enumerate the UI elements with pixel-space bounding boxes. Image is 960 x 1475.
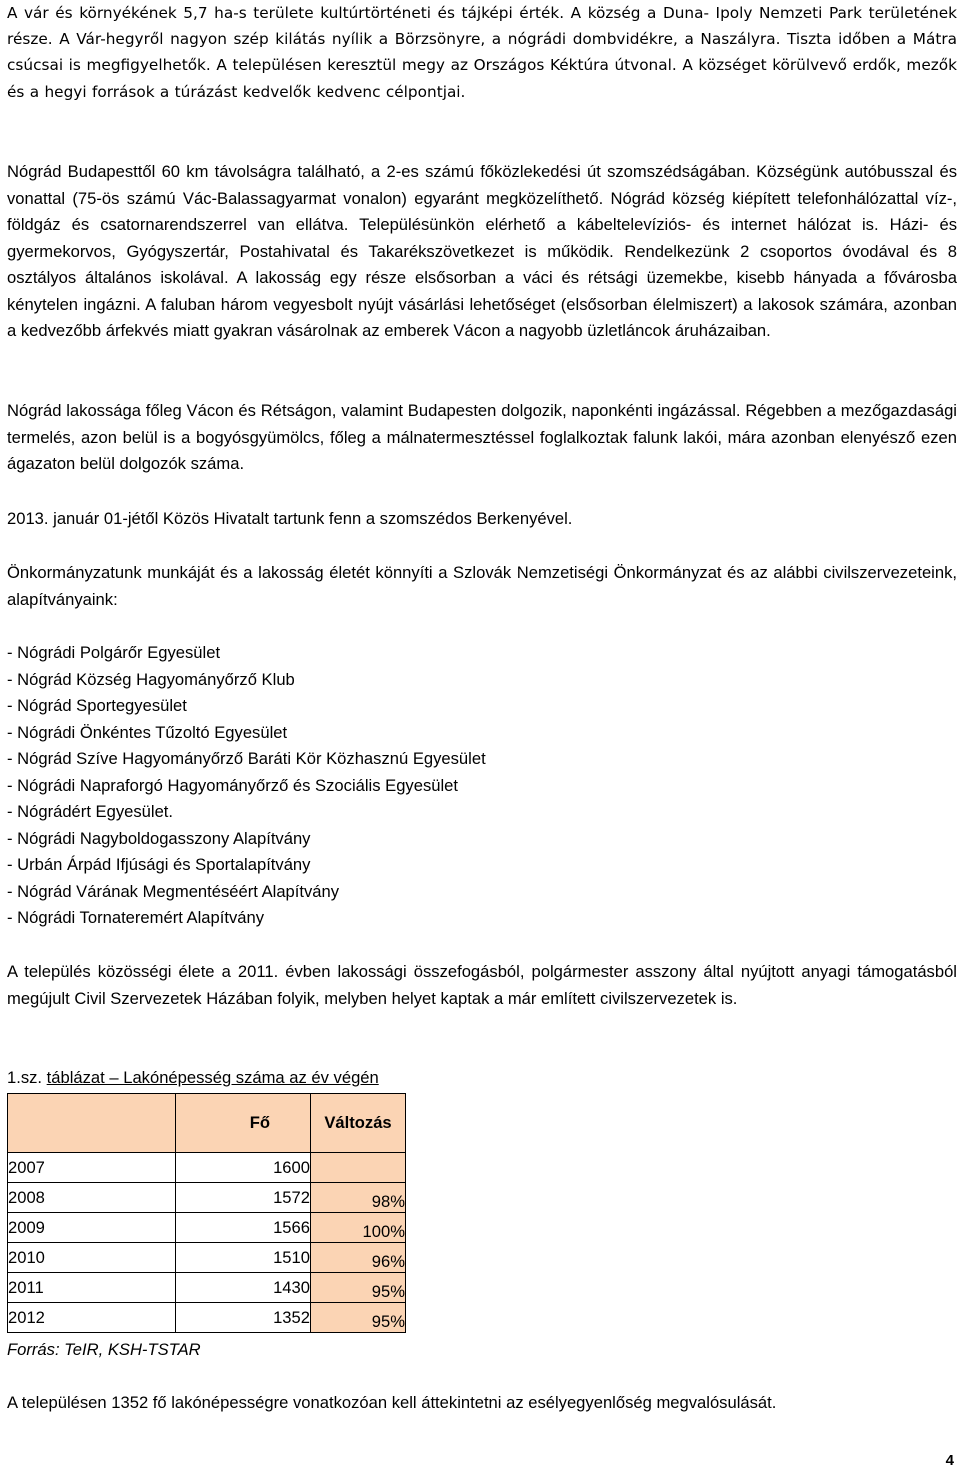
table-row [8, 1273, 406, 1303]
table-row [8, 1183, 406, 1213]
count-cell: 1572 [176, 1183, 311, 1213]
table-caption-title: táblázat – Lakónépesség száma az év végén [46, 1068, 379, 1087]
page-number: 4 [945, 1452, 954, 1469]
table-row [8, 1243, 406, 1273]
change-cell: 95% [311, 1273, 406, 1303]
table-caption-prefix: 1.sz. [7, 1068, 47, 1087]
workforce-paragraph-block [7, 398, 957, 478]
civil-intro-paragraph: Önkormányzatunk munkáját és a lakosság életét könnyíti a Szlovák Nemzetiségi Önkormányzat és az alábbi civilszervezeteink, alapítványaink: [7, 563, 957, 609]
office-paragraph-block [7, 506, 957, 533]
change-cell: 96% [311, 1243, 406, 1273]
list-item: - Urbán Árpád Ifjúsági és Sportalapítvány [7, 855, 311, 874]
org-list [7, 640, 957, 932]
table-source: Forrás: TeIR, KSH-TSTAR [7, 1340, 201, 1359]
change-cell: 100% [311, 1213, 406, 1243]
table-row [8, 1303, 406, 1333]
list-item: - Nógrádi Napraforgó Hagyományőrző és Szociális Egyesület [7, 775, 459, 795]
header-cell-year [8, 1094, 176, 1153]
table-row [8, 1213, 406, 1243]
count-cell: 1600 [176, 1153, 311, 1183]
count-cell: 1566 [176, 1213, 311, 1243]
community-paragraph-block [7, 959, 957, 1012]
intro-paragraph: A vár és környékének 5,7 ha-s területe kultúrtörténeti és tájképi érték. A község a Duna- Ipoly Nemzeti Park területének része. A Vár-hegyről nagyon szép kilátás nyílik a Börzsönyre, a nógrádi dombvidékre, a Naszályra. Tiszta időben a Mátra csúcsai is megfigyelhetők. A településen keresztül megy az Országos Kéktúra útvonal. A községet körülvevő erdők, mezők és a hegyi források a túrázást kedvelők kedvenc célpontjai. [7, 4, 957, 101]
count-cell: 1430 [176, 1273, 311, 1303]
year-cell: 2009 [8, 1213, 176, 1243]
civil-intro-block [7, 560, 957, 613]
header-cell-change: Változás [311, 1094, 406, 1153]
table-header-row [8, 1094, 406, 1153]
office-paragraph: 2013. január 01-jétől Közös Hivatalt tartunk fenn a szomszédos Berkenyével. [7, 509, 573, 528]
list-item: - Nógrád Község Hagyományőrző Klub [7, 669, 295, 689]
change-cell: 95% [311, 1303, 406, 1333]
list-item: - Nógrádi Nagyboldogasszony Alapítvány [7, 828, 311, 848]
list-item: - Nógrád Szíve Hagyományőrző Baráti Kör Közhasznú Egyesület [7, 749, 486, 768]
table-caption [7, 1068, 379, 1088]
year-cell: 2010 [8, 1243, 176, 1273]
list-item: - Nógrádi Polgárőr Egyesület [7, 643, 221, 662]
count-cell: 1510 [176, 1243, 311, 1273]
population-table [7, 1093, 406, 1333]
community-paragraph: A település közösségi élete a 2011. évben lakossági összefogásból, polgármester asszony által nyújtott anyagi támogatásból megújult Civil Szervezetek Házában folyik, melyben helyet kaptak a már említett civilszervezetek is. [7, 962, 957, 1008]
count-cell: 1352 [176, 1303, 311, 1333]
list-item: - Nógrádi Tornateremért Alapítvány [7, 908, 265, 927]
workforce-paragraph: Nógrád lakossága főleg Vácon és Rétságon, valamint Budapesten dolgozik, naponkénti ingázással. Régebben a mezőgazdasági termelés, azon belül is a bogyósgyümölcs, főleg a málnatermesztéssel foglalkoztak falunk lakói, mára azonban elenyésző ezen ágazaton belül dolgozók száma. [7, 401, 957, 473]
transport-paragraph: Nógrád Budapesttől 60 km távolságra található, a 2-es számú főközlekedési út szomszédságában. Községünk autóbusszal és vonattal (75-ös számú Vác-Balassagyarmat vonalon) egyaránt megközelíthető. Nógrád község kiépített telefonhálózattal víz-, földgáz és csatornarendszerrel van ellátva. Településünkön elérhető a kábeltelevíziós- és internet hálózat is. Házi- és gyermekorvos, Gyógyszertár, Postahivatal és Takarékszövetkezet is működik. Rendelkezünk 2 csoportos óvodával és 8 osztályos általános iskolával. A lakosság egy része elsősorban a váci és rétsági üzemekbe, kisebb hányada a fővárosba kénytelen ingázni. A faluban három vegyesbolt nyújt vásárlási lehetőséget (elsősorban élelmiszert) a lakosok számára, azonban a kedvezőbb árfekvés miatt gyakran vásárolnak az emberek Vácon a nagyobb üzletláncok áruházaiban. [7, 162, 957, 340]
change-cell [311, 1153, 406, 1183]
change-cell: 98% [311, 1183, 406, 1213]
list-item: - Nógrádért Egyesület. [7, 802, 174, 821]
list-item: - Nógrádi Önkéntes Tűzoltó Egyesület [7, 722, 288, 742]
year-cell: 2012 [8, 1303, 176, 1333]
list-item: - Nógrád Várának Megmentéséért Alapítvány [7, 881, 340, 901]
header-cell-count: Fő [176, 1094, 311, 1153]
year-cell: 2007 [8, 1153, 176, 1183]
list-item: - Nógrád Sportegyesület [7, 696, 187, 715]
transport-paragraph-block [7, 159, 957, 345]
table-row [8, 1153, 406, 1183]
closing-sentence: A településen 1352 fő lakónépességre vonatkozóan kell áttekintetni az esélyegyenlőség megvalósulását. [7, 1393, 777, 1412]
year-cell: 2008 [8, 1183, 176, 1213]
year-cell: 2011 [8, 1273, 176, 1303]
